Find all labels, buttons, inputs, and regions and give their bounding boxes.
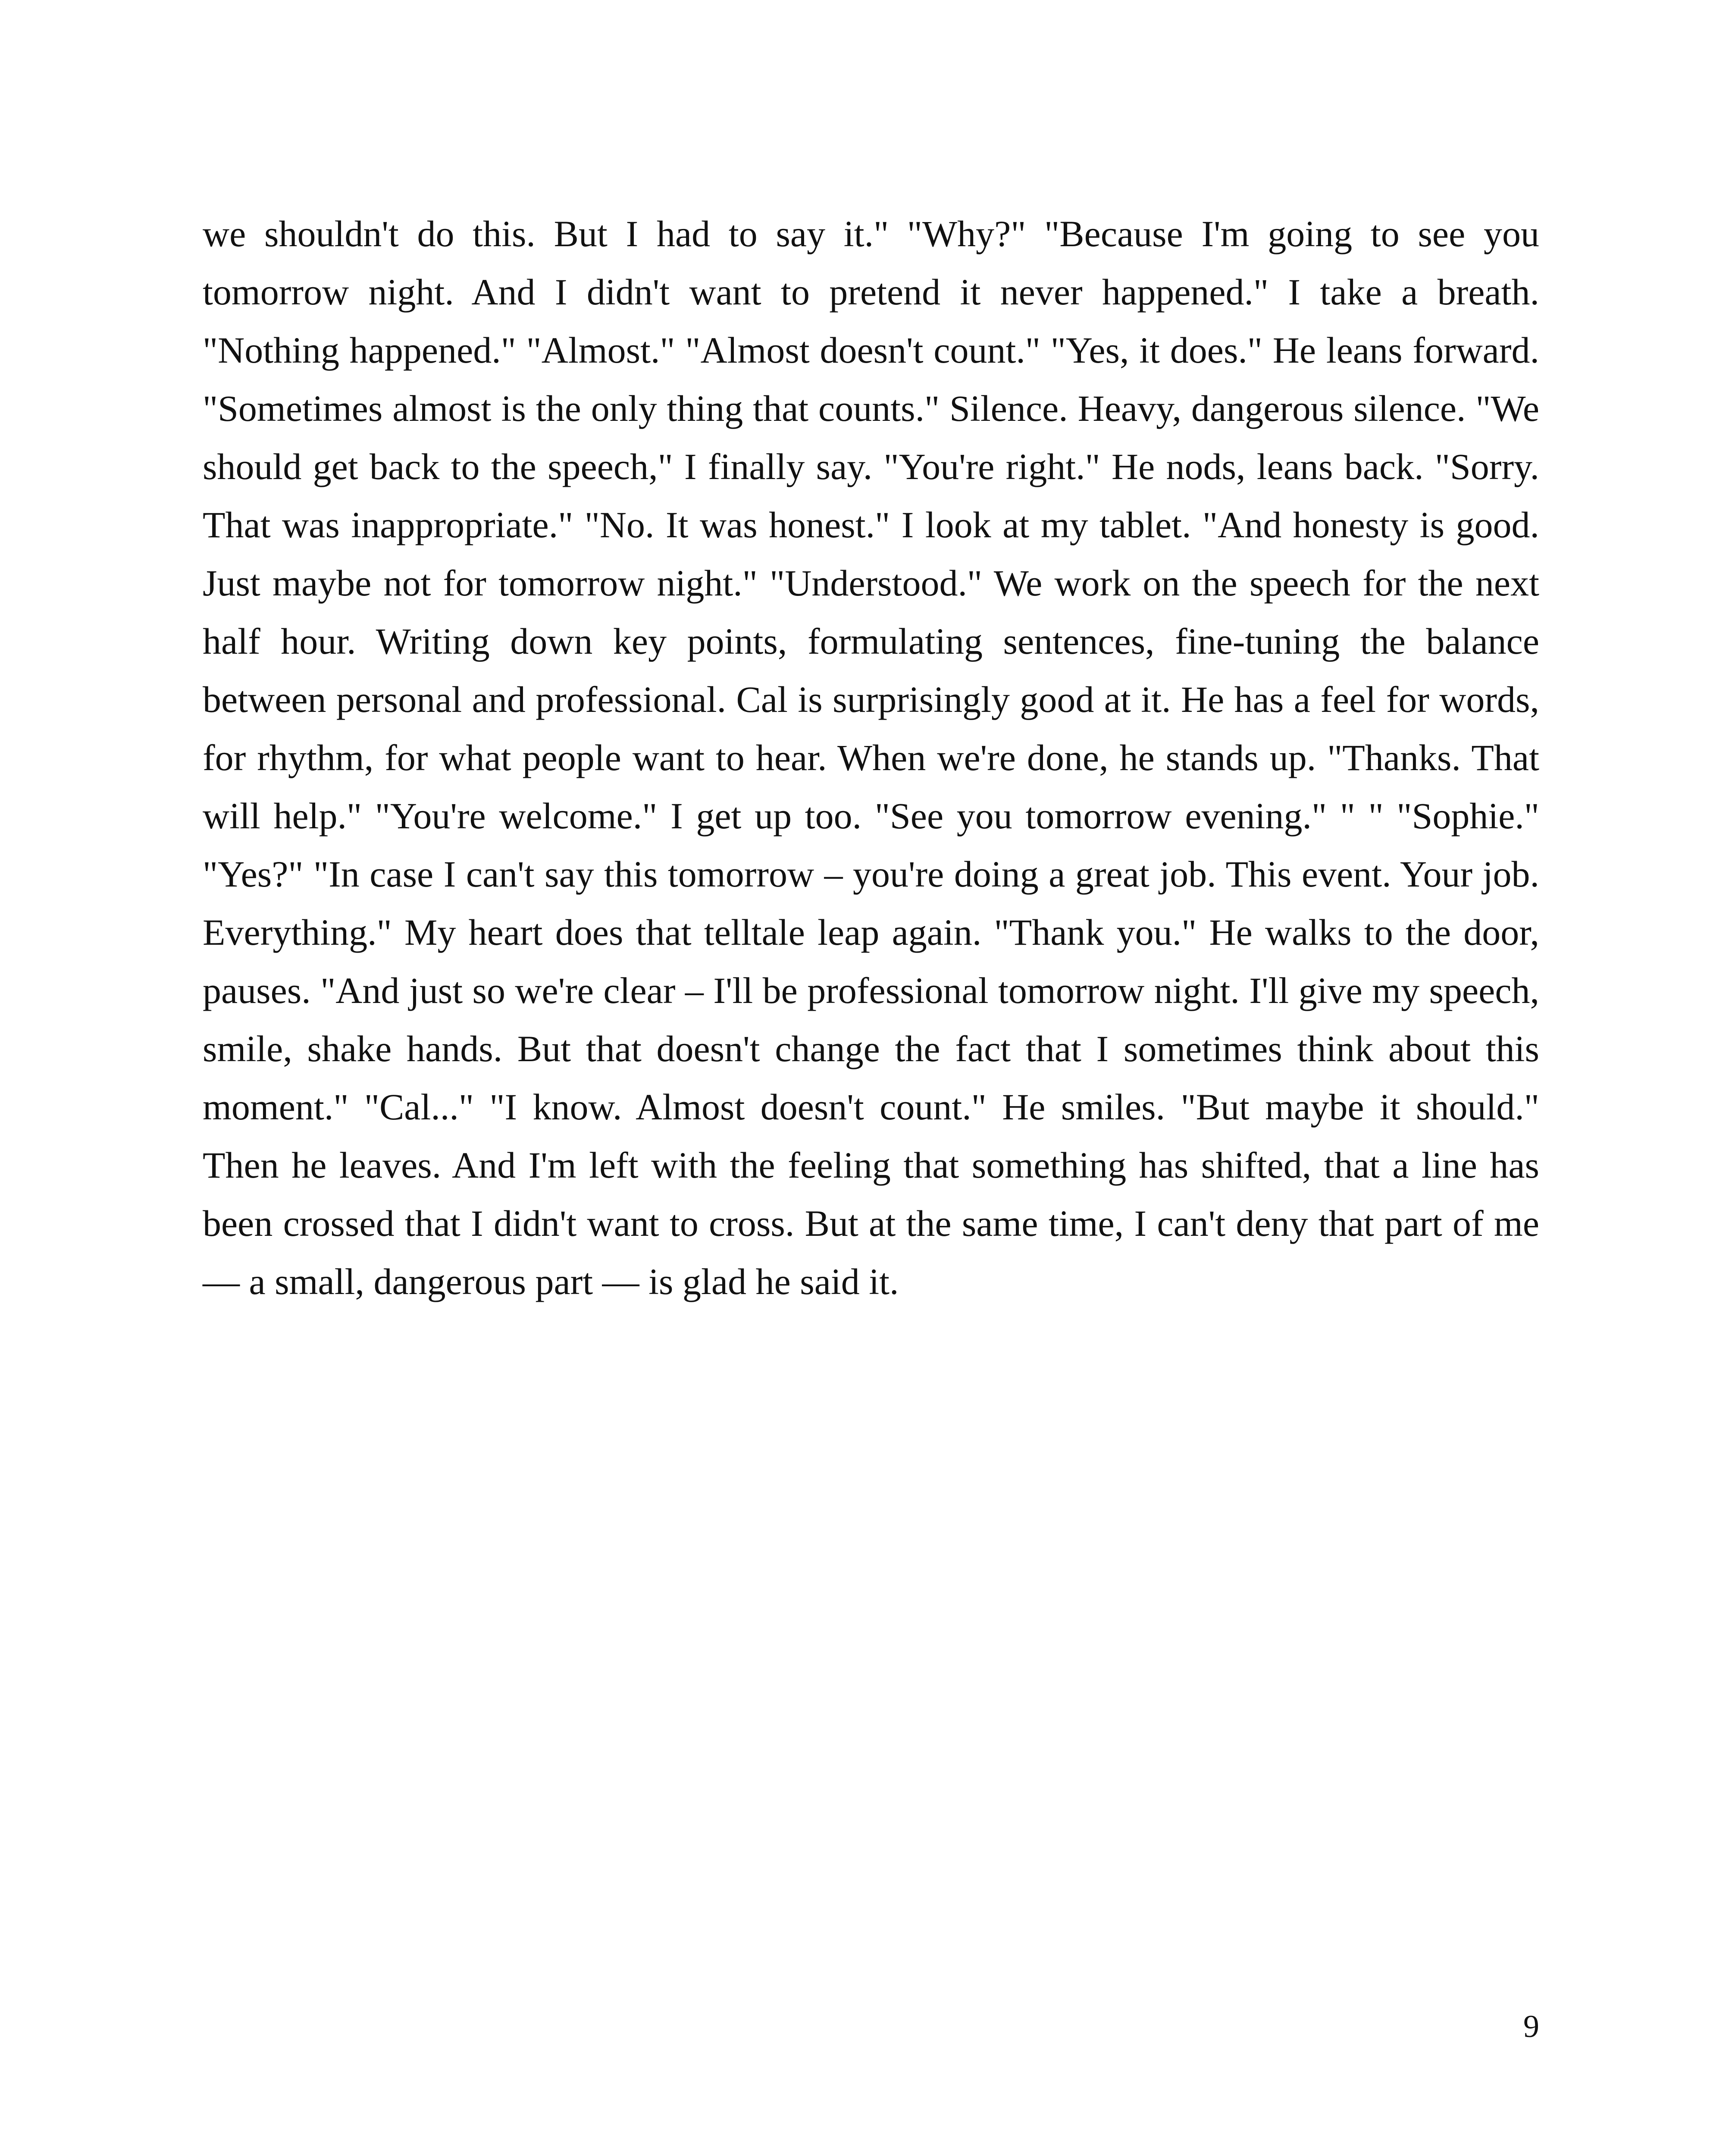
page-number: 9	[1523, 2009, 1539, 2044]
body-paragraph: we shouldn't do this. But I had to say it." "Why?" "Because I'm going to see you tomorrow night. And I didn't want to pretend it never happened." I take a breath. "Nothing happened." "Almost." "Almost doesn't count." "Yes, it does." He leans forward. "Sometimes almost is the only thing that counts." Silence. Heavy, dangerous silence. "We should get back to the speech," I finally say. "You're right." He nods, leans back. "Sorry. That was inappropriate." "No. It was honest." I look at my tablet. "And honesty is good. Just maybe not for tomorrow night." "Understood." We work on the speech for the next half hour. Writing down key points, formulating sentences, fine-tuning the balance between personal and professional. Cal is surprisingly good at it. He has a feel for words, for rhythm, for what people want to hear. When we're done, he stands up. "Thanks. That will help." "You're welcome." I get up too. "See you tomorrow evening." " " "Sophie." "Yes?" "In case I can't say this tomorrow – you're doing a great job. This event. Your job. Everything." My heart does that telltale leap again. "Thank you." He walks to the door, pauses. "And just so we're clear – I'll be professional tomorrow night. I'll give my speech, smile, shake hands. But that doesn't change the fact that I sometimes think about this moment." "Cal..." "I know. Almost doesn't count." He smiles. "But maybe it should." Then he leaves. And I'm left with the feeling that something has shifted, that a line has been crossed that I didn't want to cross. But at the same time, I can't deny that part of me — a small, dangerous part — is glad he said it.	[203, 213, 1539, 1302]
